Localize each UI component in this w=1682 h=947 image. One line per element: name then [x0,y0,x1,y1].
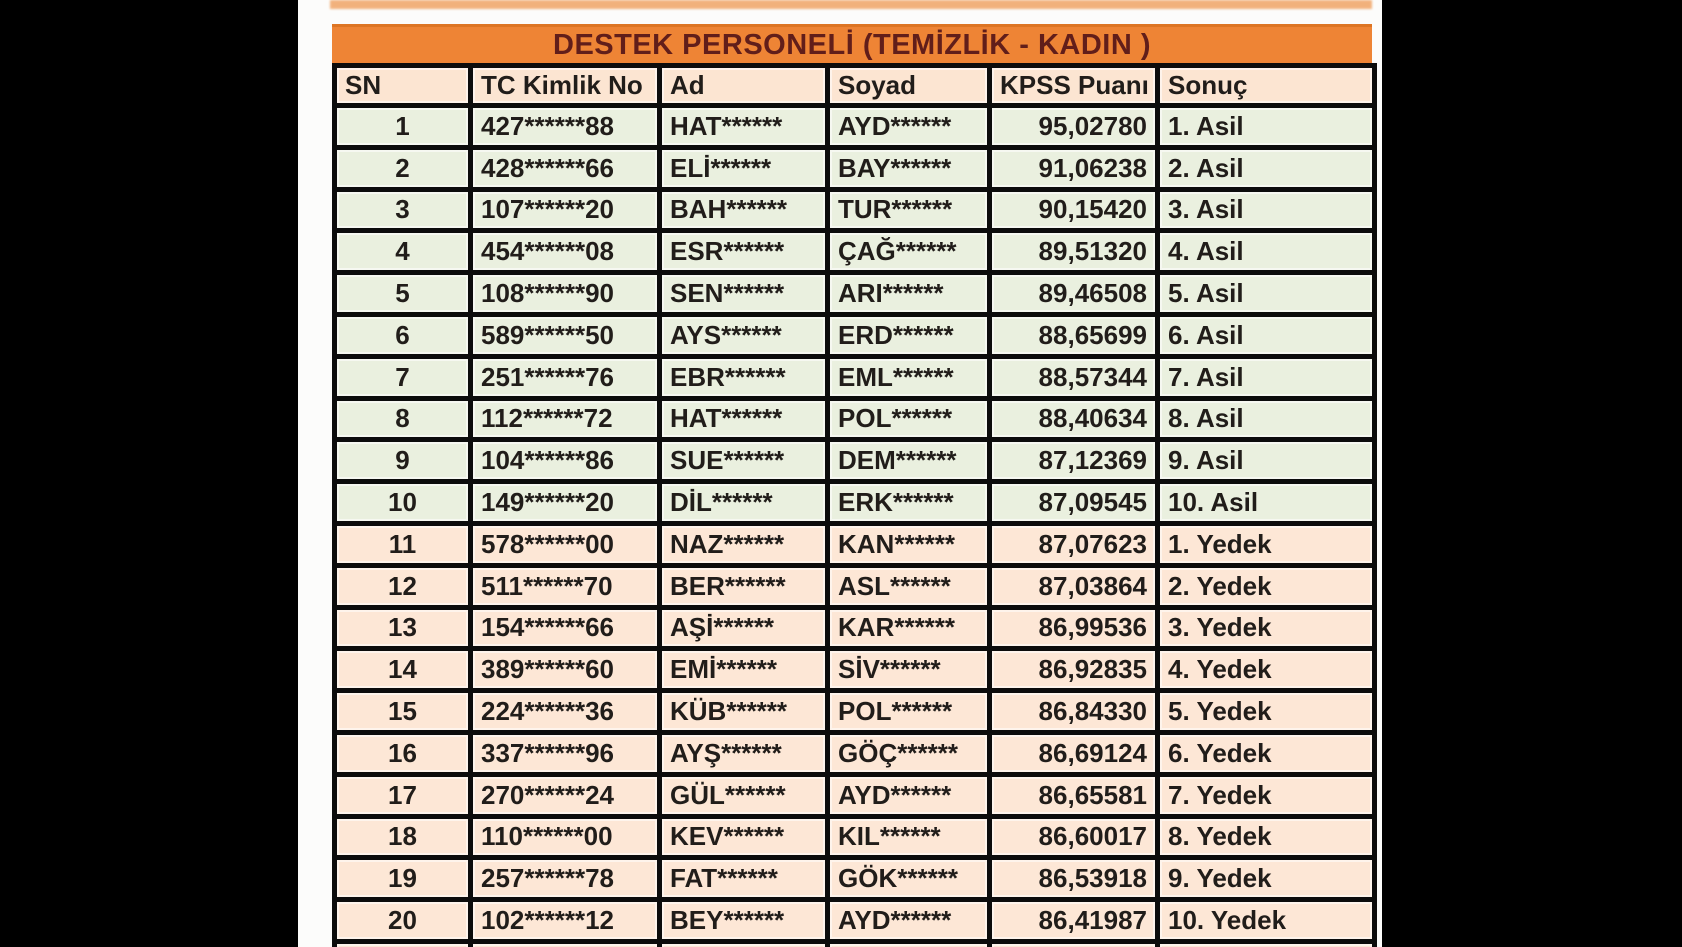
cell-sn: 4 [335,231,471,273]
cell-sn: 9 [335,440,471,482]
table-row [335,816,1375,858]
cell-tc-kimlik: 107******20 [471,189,660,231]
cell-ad: FAT****** [660,858,828,900]
cell-sonuc: 4. Yedek [1158,649,1375,691]
cell-sn: 6 [335,314,471,356]
cell-tc-kimlik: 108******90 [471,273,660,315]
cell-soyad: KIL****** [828,816,990,858]
cell-sn: 7 [335,356,471,398]
col-header-ad: Ad [660,66,828,106]
table-row [335,858,1375,900]
table-row [335,649,1375,691]
cell-soyad: KAR****** [828,607,990,649]
cell-kpss-puani: 86,69124 [990,732,1158,774]
cell-soyad: SİV****** [828,649,990,691]
cell-kpss-puani [990,941,1158,947]
cell-sonuc: 9. Yedek [1158,858,1375,900]
results-table-container [332,24,1372,947]
cell-sn: 2 [335,147,471,189]
col-header-tc-kimlik: TC Kimlik No [471,66,660,106]
cell-tc-kimlik: 257******78 [471,858,660,900]
cell-tc-kimlik: 224******36 [471,691,660,733]
cell-ad: AŞİ****** [660,607,828,649]
cell-kpss-puani: 88,65699 [990,314,1158,356]
cell-kpss-puani: 90,15420 [990,189,1158,231]
cell-tc-kimlik: 578******00 [471,523,660,565]
col-header-kpss-puani: KPSS Puanı [990,66,1158,106]
cell-kpss-puani: 86,65581 [990,774,1158,816]
cell-soyad: POL****** [828,691,990,733]
table-row [335,273,1375,315]
table-row [335,565,1375,607]
cell-ad: SUE****** [660,440,828,482]
cell-sonuc: 2. Yedek [1158,565,1375,607]
cell-soyad: EML****** [828,356,990,398]
cell-soyad: ÇAĞ****** [828,231,990,273]
cell-sonuc: 8. Asil [1158,398,1375,440]
cell-sonuc: 7. Asil [1158,356,1375,398]
cell-sonuc: 6. Yedek [1158,732,1375,774]
table-row [335,398,1375,440]
cell-kpss-puani: 89,46508 [990,273,1158,315]
cell-sn: 13 [335,607,471,649]
cell-sn: 15 [335,691,471,733]
cell-tc-kimlik: 589******50 [471,314,660,356]
cell-sn: 20 [335,900,471,942]
cell-sn [335,941,471,947]
cell-tc-kimlik: 427******88 [471,106,660,148]
cell-sonuc: 8. Yedek [1158,816,1375,858]
cell-soyad: KAN****** [828,523,990,565]
cell-sn: 18 [335,816,471,858]
cell-kpss-puani: 86,84330 [990,691,1158,733]
table-row [335,732,1375,774]
cell-ad: HAT****** [660,106,828,148]
cell-soyad: AYD****** [828,774,990,816]
cell-kpss-puani: 89,51320 [990,231,1158,273]
cell-ad: ESR****** [660,231,828,273]
cell-sn: 12 [335,565,471,607]
cell-soyad: BAY****** [828,147,990,189]
cell-tc-kimlik: 102******12 [471,900,660,942]
table-row [335,691,1375,733]
cell-ad: BER****** [660,565,828,607]
cell-ad: KEV****** [660,816,828,858]
table-body [335,106,1375,947]
table-row [335,147,1375,189]
cell-tc-kimlik: 428******66 [471,147,660,189]
cell-sn: 19 [335,858,471,900]
previous-table-edge [330,0,1372,9]
cell-soyad: TUR****** [828,189,990,231]
cell-sonuc [1158,941,1375,947]
cell-sonuc: 9. Asil [1158,440,1375,482]
cell-kpss-puani: 86,99536 [990,607,1158,649]
cell-ad: ELİ****** [660,147,828,189]
cell-ad: EBR****** [660,356,828,398]
cell-tc-kimlik: 511******70 [471,565,660,607]
cell-ad: EMİ****** [660,649,828,691]
cell-kpss-puani: 87,12369 [990,440,1158,482]
cell-ad: DİL****** [660,482,828,524]
cell-sn: 16 [335,732,471,774]
cell-sn: 10 [335,482,471,524]
cell-kpss-puani: 86,60017 [990,816,1158,858]
table-row [335,356,1375,398]
table-row [335,314,1375,356]
results-table [332,63,1377,947]
cell-sonuc: 2. Asil [1158,147,1375,189]
cell-kpss-puani: 87,09545 [990,482,1158,524]
cell-tc-kimlik: 270******24 [471,774,660,816]
col-header-sonuc: Sonuç [1158,66,1375,106]
cell-soyad: DEM****** [828,440,990,482]
cell-sonuc: 3. Asil [1158,189,1375,231]
cell-sn: 5 [335,273,471,315]
cell-sonuc: 4. Asil [1158,231,1375,273]
col-header-sn: SN [335,66,471,106]
cell-sn: 8 [335,398,471,440]
cell-sn: 3 [335,189,471,231]
cell-kpss-puani: 86,53918 [990,858,1158,900]
cell-tc-kimlik [471,941,660,947]
cell-tc-kimlik: 337******96 [471,732,660,774]
cell-tc-kimlik: 104******86 [471,440,660,482]
cell-tc-kimlik: 149******20 [471,482,660,524]
cell-kpss-puani: 88,57344 [990,356,1158,398]
cell-ad: KÜB****** [660,691,828,733]
cell-soyad: AYD****** [828,900,990,942]
cell-tc-kimlik: 454******08 [471,231,660,273]
cell-sn: 14 [335,649,471,691]
cell-ad: AYŞ****** [660,732,828,774]
cell-soyad: GÖK****** [828,858,990,900]
cell-ad: BAH****** [660,189,828,231]
cell-sn: 17 [335,774,471,816]
cell-kpss-puani: 91,06238 [990,147,1158,189]
table-row [335,440,1375,482]
cell-tc-kimlik: 112******72 [471,398,660,440]
cell-ad: NAZ****** [660,523,828,565]
cell-tc-kimlik: 251******76 [471,356,660,398]
cell-sonuc: 10. Yedek [1158,900,1375,942]
cell-kpss-puani: 87,03864 [990,565,1158,607]
table-title: DESTEK PERSONELİ (TEMİZLİK - KADIN ) [553,28,1151,61]
cell-ad: GÜL****** [660,774,828,816]
cell-kpss-puani: 86,92835 [990,649,1158,691]
cell-sonuc: 1. Asil [1158,106,1375,148]
cell-ad [660,941,828,947]
cell-kpss-puani: 95,02780 [990,106,1158,148]
col-header-soyad: Soyad [828,66,990,106]
table-row [335,231,1375,273]
cell-ad: BEY****** [660,900,828,942]
table-row [335,607,1375,649]
cell-soyad: ERK****** [828,482,990,524]
cell-sonuc: 5. Asil [1158,273,1375,315]
cell-sonuc: 3. Yedek [1158,607,1375,649]
cell-kpss-puani: 86,41987 [990,900,1158,942]
cell-soyad: POL****** [828,398,990,440]
table-row [335,106,1375,148]
cell-ad: HAT****** [660,398,828,440]
cell-soyad [828,941,990,947]
cell-tc-kimlik: 154******66 [471,607,660,649]
cell-kpss-puani: 88,40634 [990,398,1158,440]
table-row [335,900,1375,942]
cell-soyad: GÖÇ****** [828,732,990,774]
table-row [335,523,1375,565]
cell-soyad: ARI****** [828,273,990,315]
cell-sn: 11 [335,523,471,565]
table-title-bar [332,24,1372,63]
cell-sonuc: 1. Yedek [1158,523,1375,565]
cell-sonuc: 10. Asil [1158,482,1375,524]
cell-sonuc: 5. Yedek [1158,691,1375,733]
cell-sonuc: 7. Yedek [1158,774,1375,816]
table-row [335,774,1375,816]
cell-ad: AYS****** [660,314,828,356]
table-row [335,482,1375,524]
cell-ad: SEN****** [660,273,828,315]
document-page [298,0,1382,947]
cell-kpss-puani: 87,07623 [990,523,1158,565]
cell-soyad: ASL****** [828,565,990,607]
cell-tc-kimlik: 110******00 [471,816,660,858]
cell-sonuc: 6. Asil [1158,314,1375,356]
cell-soyad: AYD****** [828,106,990,148]
table-row [335,189,1375,231]
cell-soyad: ERD****** [828,314,990,356]
cell-sn: 1 [335,106,471,148]
header-row [335,66,1375,106]
cell-tc-kimlik: 389******60 [471,649,660,691]
partial-clipped-row [335,941,1375,947]
